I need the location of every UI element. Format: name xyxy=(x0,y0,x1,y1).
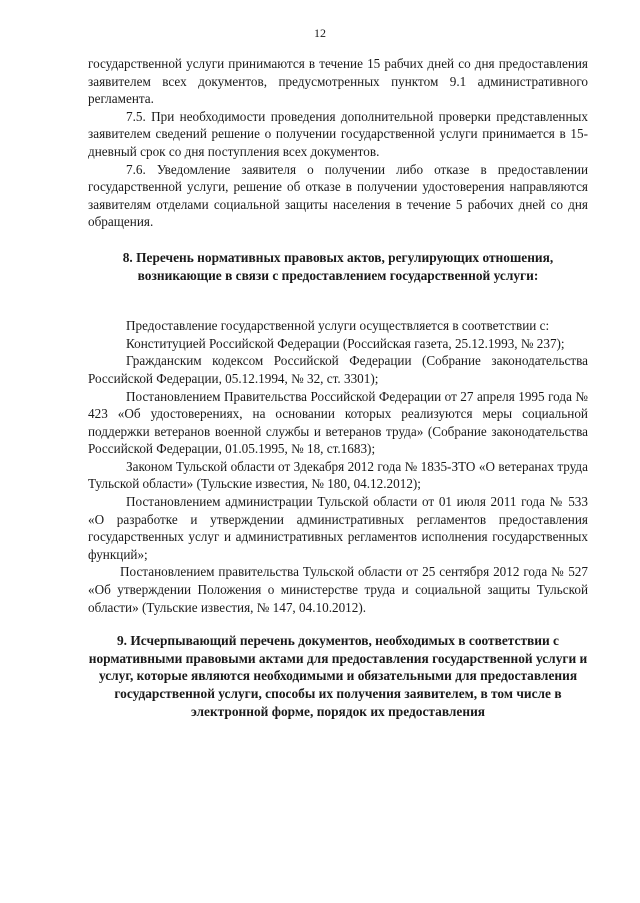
section-8-intro: Предоставление государственной услуги осуществляется в соответствии с: xyxy=(126,318,550,334)
paragraph-7-6: 7.6. Уведомление заявителя о получении либо отказе в предоставлении государственной услуги, решение об отказе в получении удостоверения направляются заявителям отделами социальной защиты населения в течение 5 рабочих дней со дня обращения. xyxy=(88,161,588,230)
legal-act-item: Постановлением Правительства Российской Федерации от 27 апреля 1995 года № 423 «Об удостоверениях, на основании которых реализуются меры социальной поддержки ветеранов военной службы и ветеранов труда» (Собрание законодательства Российской Федерации, 01.05.1995, № 18, ст.1683); xyxy=(88,388,588,457)
legal-act-item: Постановлением правительства Тульской области от 25 сентября 2012 года № 527 «Об утверждении Положения о министерстве труда и социальной защиты Тульской области» (Тульские известия, № 147, 04.10.2012). xyxy=(88,564,588,615)
paragraph-continuation: государственной услуги принимаются в течение 15 рабчих дней со дня предоставления заявителем всех документов, предусмотренных пунктом 9.1 административного регламента. xyxy=(88,56,588,107)
legal-act-item: Гражданским кодексом Российской Федерации (Собрание законодательства Российской Федерации, 05.12.1994, № 32, ст. 3301); xyxy=(88,353,588,386)
legal-act-item: Законом Тульской области от 3декабря 2012 года № 1835-ЗТО «О ветеранах труда Тульской области» (Тульские известия, № 180, 04.12.2012); xyxy=(88,458,588,492)
section-9-heading: 9. Исчерпывающий перечень документов, необходимых в соответствии с нормативными правовыми актами для предоставления государственной услуги и услуг, которые являются необходимыми и обязательными для предоставления государственной услуги, способы их получения заявителем, в том числе в электронной форме, порядок их предоставления xyxy=(88,633,588,719)
legal-act-item: Конституцией Российской Федерации (Российская газета, 25.12.1993, № 237); xyxy=(126,335,565,351)
page-number: 12 xyxy=(314,26,326,40)
section-8-heading: 8. Перечень нормативных правовых актов, регулирующих отношения, возникающие в связи с предоставлением государственной услуги: xyxy=(122,249,554,283)
legal-act-item: Постановлением администрации Тульской области от 01 июля 2011 года № 533 «О разработке и утверждении административных регламентов предоставления государственных услуг и административных регламентов исполнения государственных функций»; xyxy=(88,494,588,562)
document-body xyxy=(88,55,588,720)
paragraph-7-5: 7.5. При необходимости проведения дополнительной проверки представленных заявителем сведений решение о получении государственной услуги принимается в 15-дневный срок со дня поступления всех документов. xyxy=(88,108,588,159)
